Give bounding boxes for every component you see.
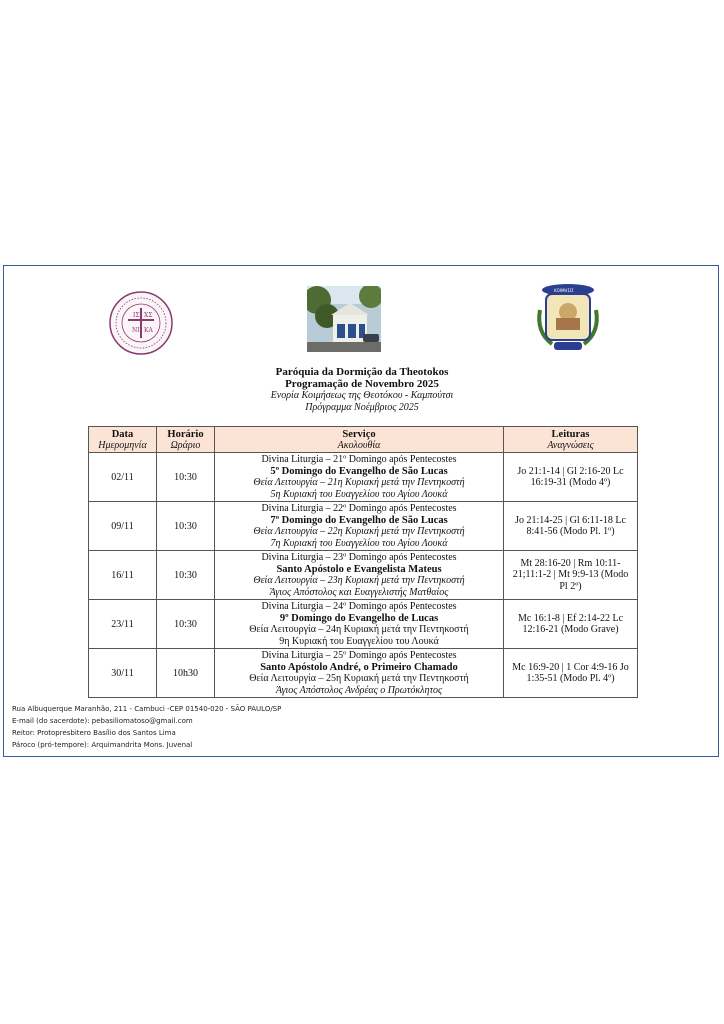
subtitle-pt: Programação de Novembro 2025 [285, 378, 439, 390]
table-header-row [89, 427, 638, 453]
cell-readings: Jo 21:14-25 | Gl 6:11-18 Lc 8:41-56 (Modo Pl. 1º) [504, 502, 638, 551]
cell-date: 16/11 [89, 551, 157, 600]
cell-readings: Mt 28:16-20 | Rm 10:11-21;11:1-2 | Mt 9:9-13 (Modo Pl 2º) [504, 551, 638, 600]
patriarchate-seal-logo [108, 290, 174, 356]
table-row [89, 453, 638, 502]
footer-email[interactable]: E-mail (do sacerdote): pebasiliomatoso@gmail.com [12, 717, 193, 725]
cell-time: 10:30 [157, 502, 215, 551]
cell-time: 10:30 [157, 600, 215, 649]
table-row [89, 649, 638, 698]
svg-text:ΧΣ: ΧΣ [144, 312, 153, 319]
schedule-table [88, 426, 638, 698]
table-row [89, 551, 638, 600]
cell-service: Divina Liturgia – 21º Domingo após Pentecostes 5º Domingo do Evangelho de São Lucas Θεία Λειτουργία – 21η Κυριακή μετά την Πεντηκοστή 5η Κυριακή του Ευαγγελίου του Αγίου Λουκά [215, 453, 504, 502]
cell-service: Divina Liturgia – 25º Domingo após Pentecostes Santo Apóstolo André, o Primeiro Chamado Θεία Λειτουργία – 25η Κυριακή μετά την Πεντηκοστή Άγιος Απόστολος Ανδρέας ο Πρωτόκλητος [215, 649, 504, 698]
parish-crest-logo [532, 282, 604, 356]
cell-date: 09/11 [89, 502, 157, 551]
cell-readings: Jo 21:1-14 | Gl 2:16-20 Lc 16:19-31 (Modo 4º) [504, 453, 638, 502]
cell-date: 30/11 [89, 649, 157, 698]
svg-text:ΝΙ: ΝΙ [132, 327, 140, 334]
cell-service: Divina Liturgia – 24º Domingo após Pentecostes 9º Domingo do Evangelho de Lucas Θεία Λειτουργία – 24η Κυριακή μετά την Πεντηκοστή 9η Κυριακή του Ευαγγελίου του Λουκά [215, 600, 504, 649]
cell-time: 10:30 [157, 453, 215, 502]
cell-date: 23/11 [89, 600, 157, 649]
cell-readings: Mc 16:1-8 | Ef 2:14-22 Lc 12:16-21 (Modo Grave) [504, 600, 638, 649]
cell-time: 10:30 [157, 551, 215, 600]
cell-service: Divina Liturgia – 22º Domingo após Pentecostes 7º Domingo do Evangelho de São Lucas Θεία Λειτουργία – 22η Κυριακή μετά την Πεντηκοστή 7η Κυριακή του Ευαγγελίου του Αγίου Λουκά [215, 502, 504, 551]
table-row [89, 600, 638, 649]
svg-text:ΚΟΙΜΗΣΙΣ: ΚΟΙΜΗΣΙΣ [554, 288, 574, 293]
svg-text:ΚΑ: ΚΑ [144, 327, 153, 334]
svg-text:ΙΣ: ΙΣ [133, 312, 140, 319]
subtitle-gr: Πρόγραμμα Νοέμβριος 2025 [305, 402, 419, 413]
cell-readings: Mc 16:9-20 | 1 Cor 4:9-16 Jo 1:35-51 (Modo Pl. 4º) [504, 649, 638, 698]
church-photo [307, 286, 381, 352]
header-time: Horário Ωράριο [157, 427, 215, 453]
header-readings: Leituras Αναγνώσεις [504, 427, 638, 453]
footer-address: Rua Albuquerque Maranhão, 211 - Cambuci -CEP 01540-020 - SÃO PAULO/SP [12, 705, 282, 713]
title-pt: Paróquia da Dormição da Theotokos [275, 366, 449, 378]
footer-rector: Reitor: Protopresbitero Basílio dos Santos Lima [12, 729, 176, 737]
table-row [89, 502, 638, 551]
cell-service: Divina Liturgia – 23º Domingo após Pentecostes Santo Apóstolo e Evangelista Mateus Θεία Λειτουργία – 23η Κυριακή μετά την Πεντηκοστή Άγιος Απόστολος και Ευαγγελιστής Ματθαίος [215, 551, 504, 600]
header-date: Data Ημερομηνία [89, 427, 157, 453]
footer-parish-priest: Pároco (pró-tempore): Arquimandrita Mons. Juvenal [12, 741, 193, 749]
cell-time: 10h30 [157, 649, 215, 698]
header-service: Serviço Ακολουθία [215, 427, 504, 453]
title-gr: Ενορία Κοιμήσεως της Θεοτόκου - Καμπούτσι [270, 390, 454, 401]
cell-date: 02/11 [89, 453, 157, 502]
